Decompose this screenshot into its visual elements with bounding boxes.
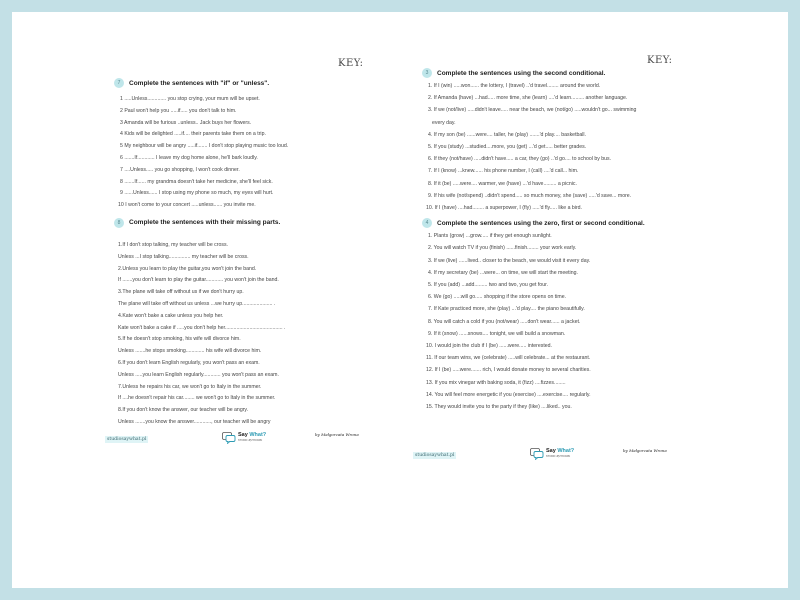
exercise-line: 4.Kate won't bake a cake unless you help her.: [118, 312, 224, 319]
exercise-number-badge: 7: [114, 78, 124, 88]
exercise-line: 9 ......Unless...... I stop using my phone so much, my eyes will hurt.: [120, 190, 274, 197]
exercise-title: Complete the sentences with their missing parts.: [129, 219, 281, 227]
exercise-line: Kate won't bake a cake if .....you don't help her........................................ .: [118, 324, 286, 331]
answer-key-label: KEY:: [338, 58, 364, 69]
exercise-line: 7.Unless he repairs his car, we won't go to Italy in the summer.: [118, 383, 262, 390]
exercise-line: 2.Unless you learn to play the guitar,you won't join the band.: [118, 265, 257, 272]
exercise-line: 4 Kids will be delighted .....if.... their parents take them on a trip.: [120, 131, 266, 138]
exercise-line: 3. If we (live) ......lived.. closer to the beach, we would visit it every day.: [428, 257, 591, 264]
exercise-line: 5.If he doesn't stop smoking, his wife will divorce him.: [118, 336, 241, 343]
exercise-line: 7. If Kate practiced more, she (play) ...'d play.... the piano beautifully.: [428, 306, 585, 313]
exercise-line: If ....he doesn't repair his car........ we won't go to Italy in the summer.: [118, 395, 276, 402]
exercise-title: Complete the sentences with "if" or "unless".: [129, 79, 270, 87]
exercise-line: 14. You will feel more energetic if you (exercise) ....exercise.... regularly.: [426, 391, 591, 398]
exercise-line: The plane will take off without us unless ...we hurry up..................... .: [118, 300, 276, 307]
author-signature: by Małgorzata Wrona: [315, 432, 359, 437]
exercise-8-list: [102, 240, 388, 429]
exercise-line: Unless .......you know the answer............, our teacher will be angry: [118, 418, 271, 425]
exercise-line: 4. If my son (be) ......were.... taller, he (play) .......'d play.... basketball.: [428, 131, 587, 138]
exercise-line: 4. If my secretary (be) ...were... on time, we will start the meeting.: [428, 269, 578, 276]
exercise-line: 1. Plants (grow) ...grow..... if they get enough sunlight.: [428, 233, 552, 240]
exercise-number-badge: 8: [114, 218, 124, 228]
site-url-tag: studiosaywhat.pl: [107, 437, 147, 442]
exercise-number-badge: 3: [422, 68, 432, 78]
exercise-line: 10. I would join the club if I (be) ......were..... interested.: [426, 343, 553, 350]
exercise-line: 2 Paul won't help you .....if..... you don't talk to him.: [120, 107, 237, 114]
exercise-title: Complete the sentences using the second conditional.: [437, 69, 606, 77]
page-footer-right: [410, 444, 696, 466]
exercise-line: 15. They would invite you to the party if they (like) ....liked.. you.: [426, 404, 572, 411]
worksheet-page-right: [410, 55, 696, 413]
exercise-line: Unless .......he stops smoking............. his wife will divorce him.: [118, 348, 262, 355]
say-what-logo: [530, 448, 574, 460]
exercise-line-continuation: every day.: [432, 119, 456, 126]
exercise-line: 10. If I (have) ....had........ a superpower, I (fly) .....'d fly..... like a bird.: [426, 205, 583, 212]
exercise-line: 10 I won't come to your concert .....unless...... you invite me.: [118, 202, 256, 209]
exercise-line: 6 .......If............ I leave my dog home alone, he'll bark loudly.: [120, 154, 258, 161]
exercise-line: 3.The plane will take off without us if we don't hurry up.: [118, 289, 244, 296]
exercise-8-header: [102, 218, 388, 228]
say-what-logo: [222, 432, 266, 444]
exercise-4-header: [410, 218, 696, 228]
exercise-title: Complete the sentences using the zero, first or second conditional.: [437, 219, 645, 227]
exercise-line: 9. If it (snow) ......snows.... tonight, we will build a snowman.: [428, 330, 566, 337]
logo-subtitle: STUDIO JĘZYKOWE: [238, 439, 263, 442]
exercise-line: If .......you don't learn to play the guitar............ you won't join the band.: [118, 277, 279, 284]
exercise-line: 7 ....Unless..... you go shopping, I won't cook dinner.: [120, 166, 240, 173]
exercise-7-header: [102, 78, 388, 88]
site-url-tag: studiosaywhat.pl: [415, 453, 455, 458]
exercise-line: 5. If you (add) ...add......... two and two, you get four.: [428, 282, 548, 289]
exercise-3-list: [410, 80, 696, 214]
exercise-line: 3 Amanda will be furious ..unless.. Jack buys her flowers.: [120, 119, 252, 126]
logo-subtitle: STUDIO JĘZYKOWE: [546, 455, 571, 458]
exercise-line: 6. We (go) .....will go..... shopping if the store opens on time.: [428, 294, 567, 301]
author-signature: by Małgorzata Wrona: [623, 448, 667, 453]
exercise-line: 6.If you don't learn English regularly, you won't pass an exam.: [118, 359, 260, 366]
logo-say: Say: [546, 448, 556, 454]
exercise-line: 2. You will watch TV if you (finish) ......finish........ your work early.: [428, 245, 577, 252]
exercise-line: Unless ...I stop talking............... my teacher will be cross.: [118, 253, 249, 260]
answer-key-label: KEY:: [647, 55, 673, 66]
logo-say: Say: [238, 432, 248, 438]
exercise-line: 11. If our team wins, we (celebrate) .....will celebrate... at the restaurant.: [426, 355, 591, 362]
exercise-line: 5. If you (study) ...studied....more, you (get) ...'d get..... better grades.: [428, 144, 587, 151]
exercise-line: 8 .......If...... my grandma doesn't take her medicine, she'll feel sick.: [120, 178, 273, 185]
logo-what: What?: [557, 448, 575, 454]
exercise-line: 1 .....Unless............. you stop crying, your mum will be upset.: [120, 96, 260, 102]
exercise-line: 2. If Amanda (have) ...had..... more time, she (learn) ....'d learn......... another language.: [428, 95, 628, 102]
speech-bubbles-icon: [222, 432, 236, 444]
exercise-4-list: [410, 230, 696, 413]
exercise-line: 7. If I (know) ...knew...... his phone number, I (call) ....'d call... him.: [428, 168, 579, 175]
exercise-line: 1.If I don't stop talking, my teacher will be cross.: [118, 241, 228, 248]
exercise-line: 8.If you don't know the answer, our teacher will be angry.: [118, 407, 249, 414]
exercise-line: 5 My neighbour will be angry .....if....... I don't stop playing music too loud.: [120, 143, 289, 150]
page-footer-left: [102, 428, 388, 450]
exercise-line: 8. If it (be) .....were.... warmer, we (have) ...'d have......... a picnic.: [428, 180, 577, 187]
exercise-line: 8. You will catch a cold if you (not/wear) .....don't wear...... a jacket.: [428, 318, 581, 325]
exercise-3-header: [410, 68, 696, 78]
exercise-line: 9. If his wife (not/spend) ..didn't spend..... so much money, she (save) .....'d save... more.: [428, 192, 632, 199]
exercise-line: 12. If I (be) .....were....... rich, I would donate money to several charities.: [426, 367, 591, 374]
exercise-line: 3. If we (not/live) .....didn't leave..... near the beach, we (not/go) .....wouldn't go... swimming: [428, 107, 637, 114]
worksheet-page-left: [102, 58, 388, 429]
exercise-line: 13. If you mix vinegar with baking soda, it (fizz) ....fizzes........: [426, 379, 566, 386]
exercise-number-badge: 4: [422, 218, 432, 228]
exercise-7-list: [102, 94, 388, 212]
exercise-line: 1. If I (win) .....won...... the lottery, I (travel) ..'d travel........ around the world.: [428, 83, 601, 89]
logo-what: What?: [249, 432, 267, 438]
speech-bubbles-icon: [530, 448, 544, 460]
exercise-line: 6. If they (not/have) .....didn't have..... a car, they (go) ..'d go.... to school by bus.: [428, 156, 612, 163]
exercise-line: Unless .....you learn English regularly............ you won't pass an exam.: [118, 371, 279, 378]
